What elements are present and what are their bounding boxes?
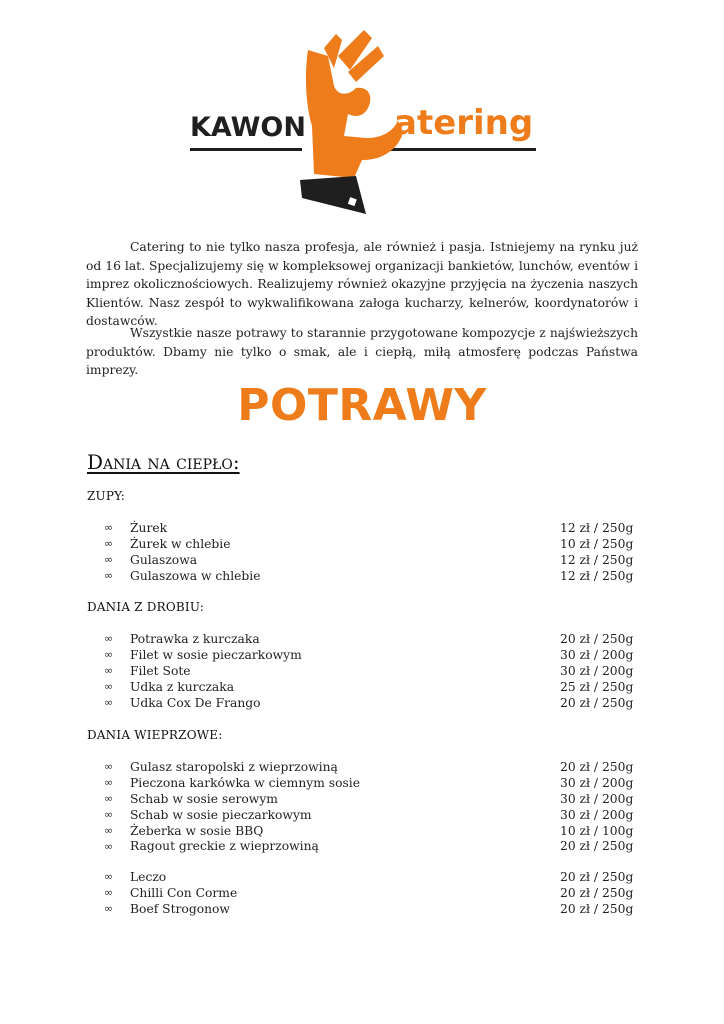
dish-name: Boef Strogonow [130, 901, 230, 916]
ok-hand-icon [306, 30, 402, 178]
infinity-bullet-icon: ∞ [104, 664, 114, 678]
section-title-hot-dishes: Dania na ciepło: [87, 450, 240, 474]
infinity-bullet-icon: ∞ [104, 902, 114, 916]
dish-price: 20 zł / 250g [560, 631, 634, 646]
infinity-bullet-icon: ∞ [104, 760, 114, 774]
dish-name: Udka z kurczaka [130, 679, 235, 694]
infinity-bullet-icon: ∞ [104, 680, 114, 694]
dish-price: 12 zł / 250g [560, 552, 634, 567]
dish-name: Chilli Con Corme [130, 885, 238, 900]
infinity-bullet-icon: ∞ [104, 839, 114, 853]
dish-price: 20 zł / 250g [560, 901, 634, 916]
menu-item [104, 823, 636, 839]
dish-name: Gulaszowa w chlebie [130, 568, 261, 583]
dish-price: 20 zł / 250g [560, 695, 634, 710]
menu-item [104, 759, 636, 775]
dish-name: Udka Cox De Frango [130, 695, 261, 710]
menu-item [104, 679, 636, 695]
kawon-catering-logo [188, 26, 540, 222]
dish-name: Leczo [130, 869, 167, 884]
infinity-bullet-icon: ∞ [104, 537, 114, 551]
menu-item [104, 807, 636, 823]
menu-item [104, 869, 636, 885]
infinity-bullet-icon: ∞ [104, 521, 114, 535]
dish-price: 30 zł / 200g [560, 807, 634, 822]
dish-name: Schab w sosie pieczarkowym [130, 807, 312, 822]
dish-name: Filet w sosie pieczarkowym [130, 647, 302, 662]
infinity-bullet-icon: ∞ [104, 886, 114, 900]
potrawy-heading: POTRAWY [237, 380, 487, 431]
menu-item [104, 695, 636, 711]
menu-item [104, 663, 636, 679]
sleeve-cuff-icon [300, 176, 366, 214]
category-title-drob: DANIA Z DROBIU: [87, 600, 204, 614]
infinity-bullet-icon: ∞ [104, 569, 114, 583]
dish-price: 25 zł / 250g [560, 679, 634, 694]
menu-item [104, 885, 636, 901]
dish-price: 20 zł / 250g [560, 885, 634, 900]
menu-item [104, 520, 636, 536]
dish-name: Filet Sote [130, 663, 191, 678]
dish-name: Pieczona karkówka w ciemnym sosie [130, 775, 361, 790]
category-title-wieprzowe: DANIA WIEPRZOWE: [87, 728, 223, 742]
infinity-bullet-icon: ∞ [104, 696, 114, 709]
intro-paragraph-1: Catering to nie tylko nasza profesja, ale również i pasja. Istniejemy na rynku już od 16 lat. Specjalizujemy się w kompleksowej organizacji bankietów, lunchów, eventów i imprez okolicznościowych. Realizujemy również okazyjne przyjęcia na życzenia naszych Klientów. Nasz zespół to wykwalifikowana załoga kucharzy, kelnerów, koordynatorów i dostawców. [86, 240, 638, 328]
dish-name: Gulaszowa [130, 552, 198, 567]
dish-price: 30 zł / 200g [560, 791, 634, 806]
infinity-bullet-icon: ∞ [104, 553, 114, 567]
dish-name: Żurek w chlebie [130, 536, 231, 551]
dish-price: 20 zł / 250g [560, 759, 634, 774]
dish-name: Żeberka w sosie BBQ [130, 823, 264, 838]
infinity-bullet-icon: ∞ [104, 792, 114, 806]
intro-paragraph-2: Wszystkie nasze potrawy to starannie przygotowane kompozycje z najświeższych produktów. Dbamy nie tylko o smak, ale i ciepłą, miłą atmosferę podczas Państwa imprezy. [86, 326, 638, 377]
infinity-bullet-icon: ∞ [104, 648, 114, 662]
logo-line-left [190, 148, 302, 151]
menu-item [104, 552, 636, 568]
menu-list-drob [104, 631, 636, 710]
menu-item [104, 647, 636, 663]
menu-list-other [104, 869, 636, 917]
menu-item [104, 901, 636, 917]
logo-kawon-text: KAWON [190, 112, 306, 143]
dish-price: 10 zł / 250g [560, 536, 634, 551]
infinity-bullet-icon: ∞ [104, 632, 114, 646]
menu-item [104, 568, 636, 584]
menu-item [104, 631, 636, 647]
dish-name: Ragout greckie z wieprzowiną [130, 839, 319, 854]
infinity-bullet-icon: ∞ [104, 870, 114, 884]
dish-price: 20 zł / 250g [560, 869, 634, 884]
menu-item [104, 536, 636, 552]
dish-price: 12 zł / 250g [560, 520, 634, 535]
logo-line-right [378, 148, 536, 151]
dish-price: 12 zł / 250g [560, 568, 634, 583]
dish-name: Potrawka z kurczaka [130, 631, 260, 646]
dish-price: 20 zł / 250g [560, 839, 634, 854]
menu-item [104, 775, 636, 791]
dish-price: 30 zł / 200g [560, 775, 634, 790]
dish-price: 30 zł / 200g [560, 663, 634, 678]
menu-list-zupy [104, 520, 636, 584]
dish-name: Gulasz staropolski z wieprzowiną [130, 759, 338, 774]
dish-name: Schab w sosie serowym [130, 791, 278, 806]
dish-price: 10 zł / 100g [560, 823, 634, 838]
dish-price: 30 zł / 200g [560, 647, 634, 662]
menu-item [104, 838, 636, 854]
logo-catering-text: atering [394, 103, 534, 143]
infinity-bullet-icon: ∞ [104, 808, 114, 822]
category-title-zupy: ZUPY: [87, 489, 126, 503]
menu-list-wieprzowe [104, 759, 636, 854]
infinity-bullet-icon: ∞ [104, 776, 114, 790]
dish-name: Żurek [130, 520, 168, 535]
infinity-bullet-icon: ∞ [104, 824, 114, 837]
menu-item [104, 791, 636, 807]
